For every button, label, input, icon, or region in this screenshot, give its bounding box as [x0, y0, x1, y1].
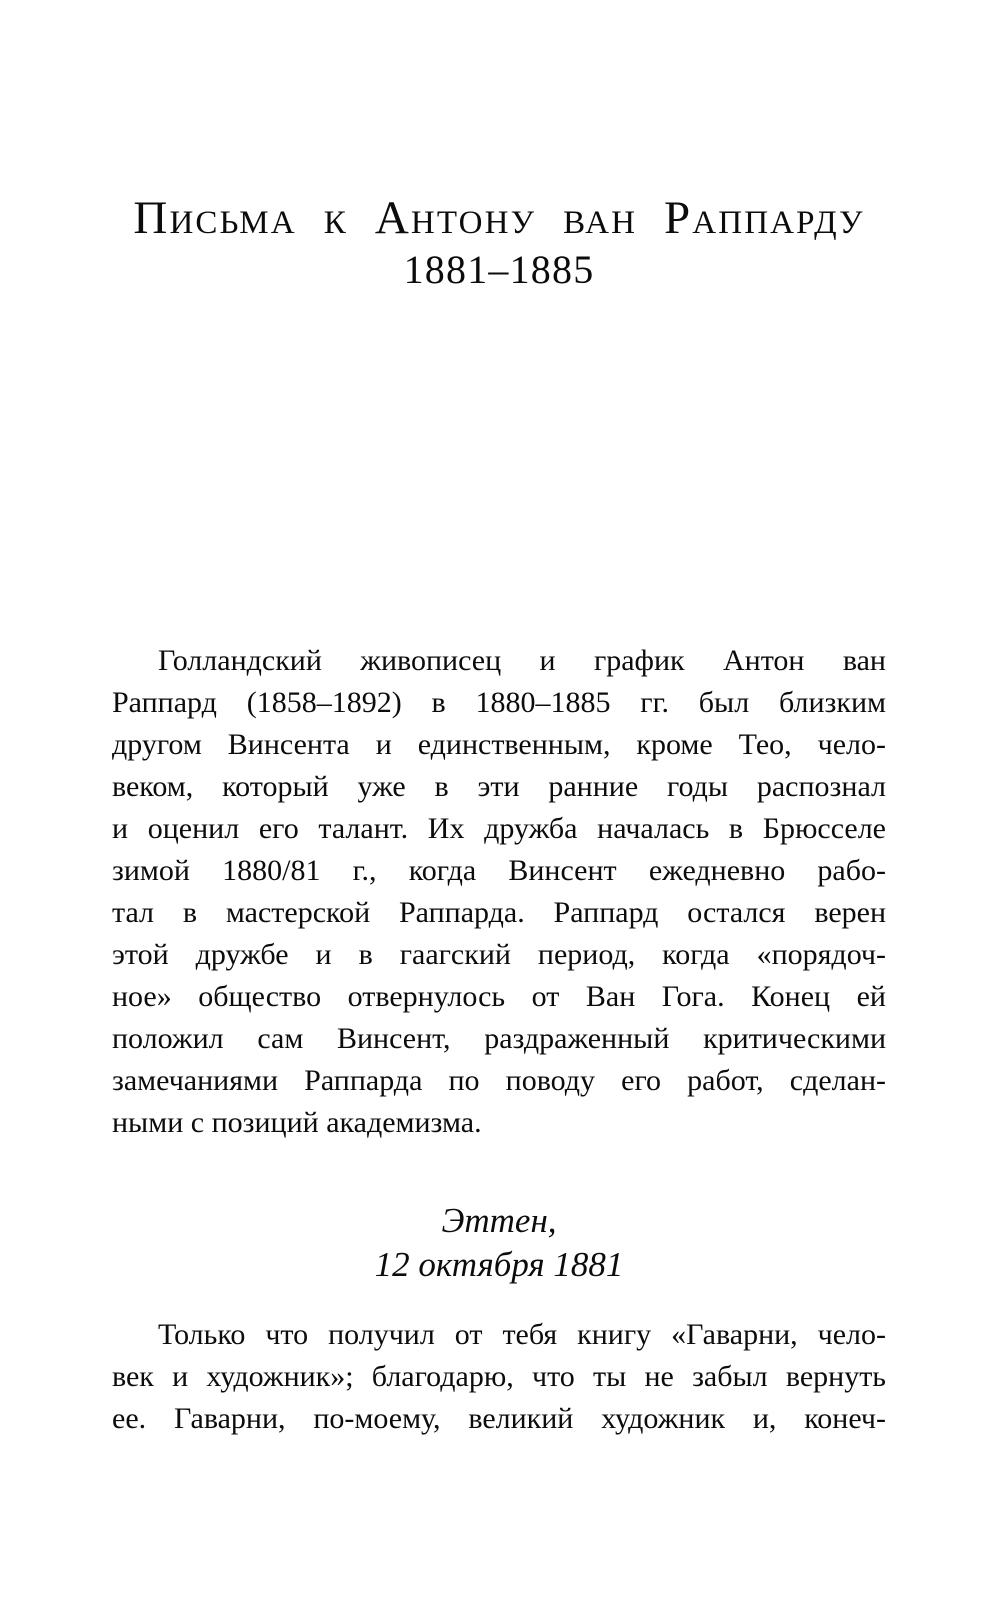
text-line: Раппард (1858–1892) в 1880–1885 гг. был близким: [112, 686, 886, 719]
chapter-title: [112, 192, 886, 296]
text-line: тал в мастерской Раппарда. Раппард остался верен: [112, 896, 886, 929]
text-line: другом Винсента и единственным, кроме Тео, чело-: [112, 728, 886, 761]
text-line: век и художник»; благодарю, что ты не забыл вернуть: [112, 1360, 886, 1393]
text-line: и оценил его талант. Их дружба началась в Брюсселе: [112, 812, 886, 845]
text-line: ное» общество отвернулось от Ван Гога. Конец ей: [112, 980, 886, 1013]
text-line: Только что получил от тебя книгу «Гаварни, чело-: [158, 1318, 886, 1351]
intro-paragraph: [112, 640, 886, 1144]
text-line: веком, который уже в эти ранние годы распознал: [112, 770, 886, 803]
text-line: Голландский живописец и график Антон ван: [158, 644, 886, 677]
chapter-title-years: 1881–1885: [403, 247, 595, 292]
letter-place: Эттен,: [441, 1201, 557, 1240]
letter-paragraph: [112, 1314, 886, 1440]
text-line: ее. Гаварни, по-моему, великий художник и, конеч-: [112, 1402, 886, 1435]
text-line: ными с позиций академизма.: [112, 1106, 482, 1139]
chapter-title-text: Письма к Антону ван Раппарду: [133, 192, 865, 244]
letter-date: 12 октября 1881: [374, 1245, 624, 1284]
text-line: этой дружбе и в гаагский период, когда «порядоч-: [112, 938, 886, 971]
text-line: зимой 1880/81 г., когда Винсент ежедневно рабо-: [112, 854, 886, 887]
text-line: положил сам Винсент, раздраженный критическими: [112, 1022, 886, 1055]
letter-heading: [112, 1199, 886, 1287]
text-line: замечаниями Раппарда по поводу его работ, сделан-: [112, 1064, 886, 1097]
